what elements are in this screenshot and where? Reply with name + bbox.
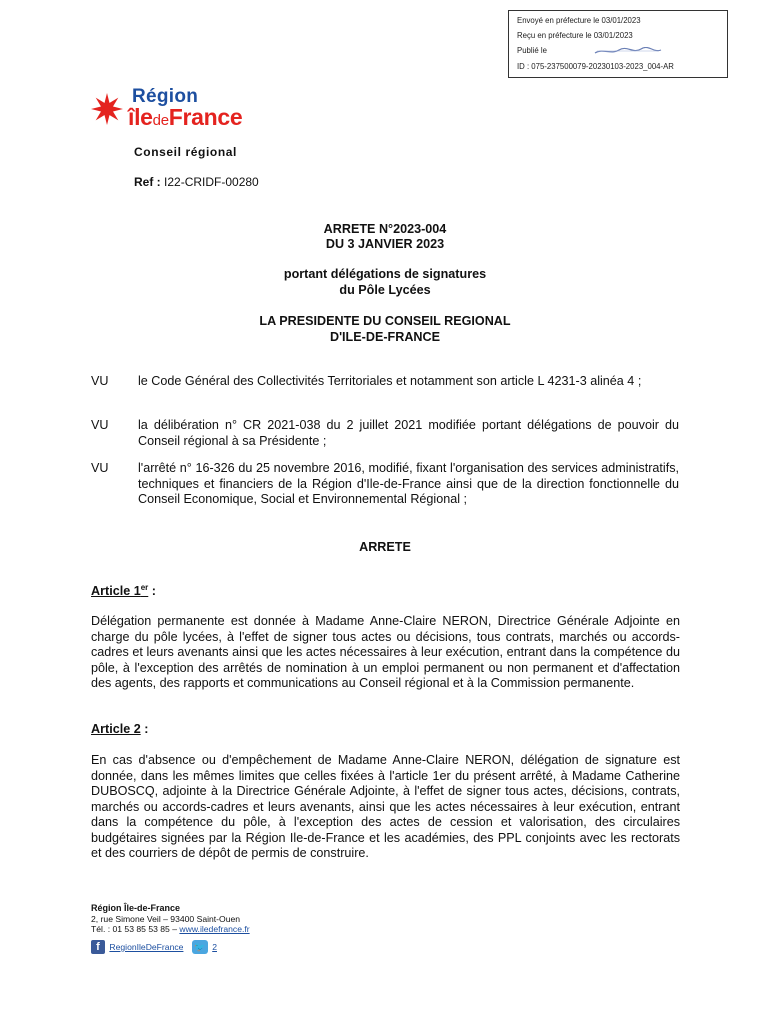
stamp-id: ID : 075-237500079-20230103-2023_004-AR [517, 61, 674, 71]
footer-contact: Tél. : 01 53 85 53 85 – www.iledefrance.fr [91, 924, 250, 934]
presidente-heading-2: D'ILE-DE-FRANCE [329, 330, 441, 344]
footer-street: 2, rue Simone Veil – 93400 Saint-Ouen [91, 913, 241, 924]
prefecture-stamp [508, 10, 728, 78]
twitter-icon[interactable]: 🐦 [192, 940, 208, 954]
facebook-icon[interactable]: f [91, 940, 105, 954]
vu-label-1: VU [91, 374, 109, 388]
article-2-title: Article 2 : [91, 722, 149, 736]
vu-text-3: l'arrêté n° 16-326 du 25 novembre 2016, modifié, fixant l'organisation des services administratifs, techniques et financiers de la Région d'Ile-de-France ainsi que de la direction fonctionnelle du Conseil Economique, Social et Environnemental Régional ; [138, 461, 679, 506]
arrete-heading: ARRETE [359, 540, 411, 554]
footer-org: Région Île-de-France [91, 903, 181, 913]
vu-label-3: VU [91, 461, 109, 475]
ref-value: I22-CRIDF-00280 [164, 175, 259, 189]
reference-line [134, 175, 259, 189]
stamp-received: Reçu en préfecture le 03/01/2023 [517, 31, 633, 41]
social-links [91, 940, 217, 954]
arrete-date: DU 3 JANVIER 2023 [325, 237, 445, 251]
article-1-title: Article 1er : [91, 583, 156, 599]
star-logo-icon [90, 92, 124, 126]
stamp-published: Publié le [517, 43, 719, 58]
arrete-number: ARRETE N°2023-004 [323, 222, 447, 236]
arrete-subject-2: du Pôle Lycées [339, 283, 431, 297]
website-link[interactable]: www.iledefrance.fr [179, 924, 250, 934]
presidente-heading-1: LA PRESIDENTE DU CONSEIL REGIONAL [259, 314, 511, 328]
vu-label-2: VU [91, 418, 109, 432]
slo-signature-icon [593, 47, 663, 56]
facebook-link[interactable]: RegionIleDeFrance [109, 942, 184, 952]
article-1-text: Délégation permanente est donnée à Madame Anne-Claire NERON, Directrice Générale Adjointe en charge du pôle lycées, à l'effet de signer tous actes ou décisions, tous contrats, marchés ou accords-cadres et leurs avenants ainsi que les actes nécessaires à leur exécution, entrant dans la compétence du pôle, à l'exception des arrêtés de nomination à un emploi permanent ou non permanent et d'affectation des agents, des rapports et communications au Conseil régional et à la Commission permanente. [91, 614, 680, 690]
logo-region-text: Région [132, 86, 199, 107]
logo-idf-text: îledeFrance [128, 104, 243, 130]
page-number: 2 [212, 942, 217, 952]
vu-text-1: le Code Général des Collectivités Territoriales et notamment son article L 4231-3 alinéa 4 ; [138, 374, 642, 388]
conseil-regional-heading: Conseil régional [134, 145, 237, 159]
region-logo [90, 86, 290, 134]
arrete-subject-1: portant délégations de signatures [283, 267, 487, 281]
vu-text-2: la délibération n° CR 2021-038 du 2 juillet 2021 modifiée portant délégations de pouvoir du Conseil régional à sa Présidente ; [138, 418, 679, 448]
article-2-text: En cas d'absence ou d'empêchement de Madame Anne-Claire NERON, délégation de signature est donnée, dans les mêmes limites que celles fixées à l'article 1er du présent arrêté, à Madame Catherine DUBOSCQ, adjointe à la Directrice Générale Adjointe, à l'effet de signer tous actes, décisions, contrats, marchés ou accords-cadres et leurs avenants, ainsi que les actes nécessaires à leur exécution, entrant dans la compétence du pôle, à l'exception des actes de cession et valorisation, des circulaires budgétaires signées par la Région Ile-de-France et les académies, des PPL conjoints avec les rectorats et des courriers de dépôt de permis de construire. [91, 753, 680, 860]
stamp-sent: Envoyé en préfecture le 03/01/2023 [517, 16, 641, 25]
ref-label: Ref : [134, 175, 161, 189]
footer-address [91, 903, 250, 935]
